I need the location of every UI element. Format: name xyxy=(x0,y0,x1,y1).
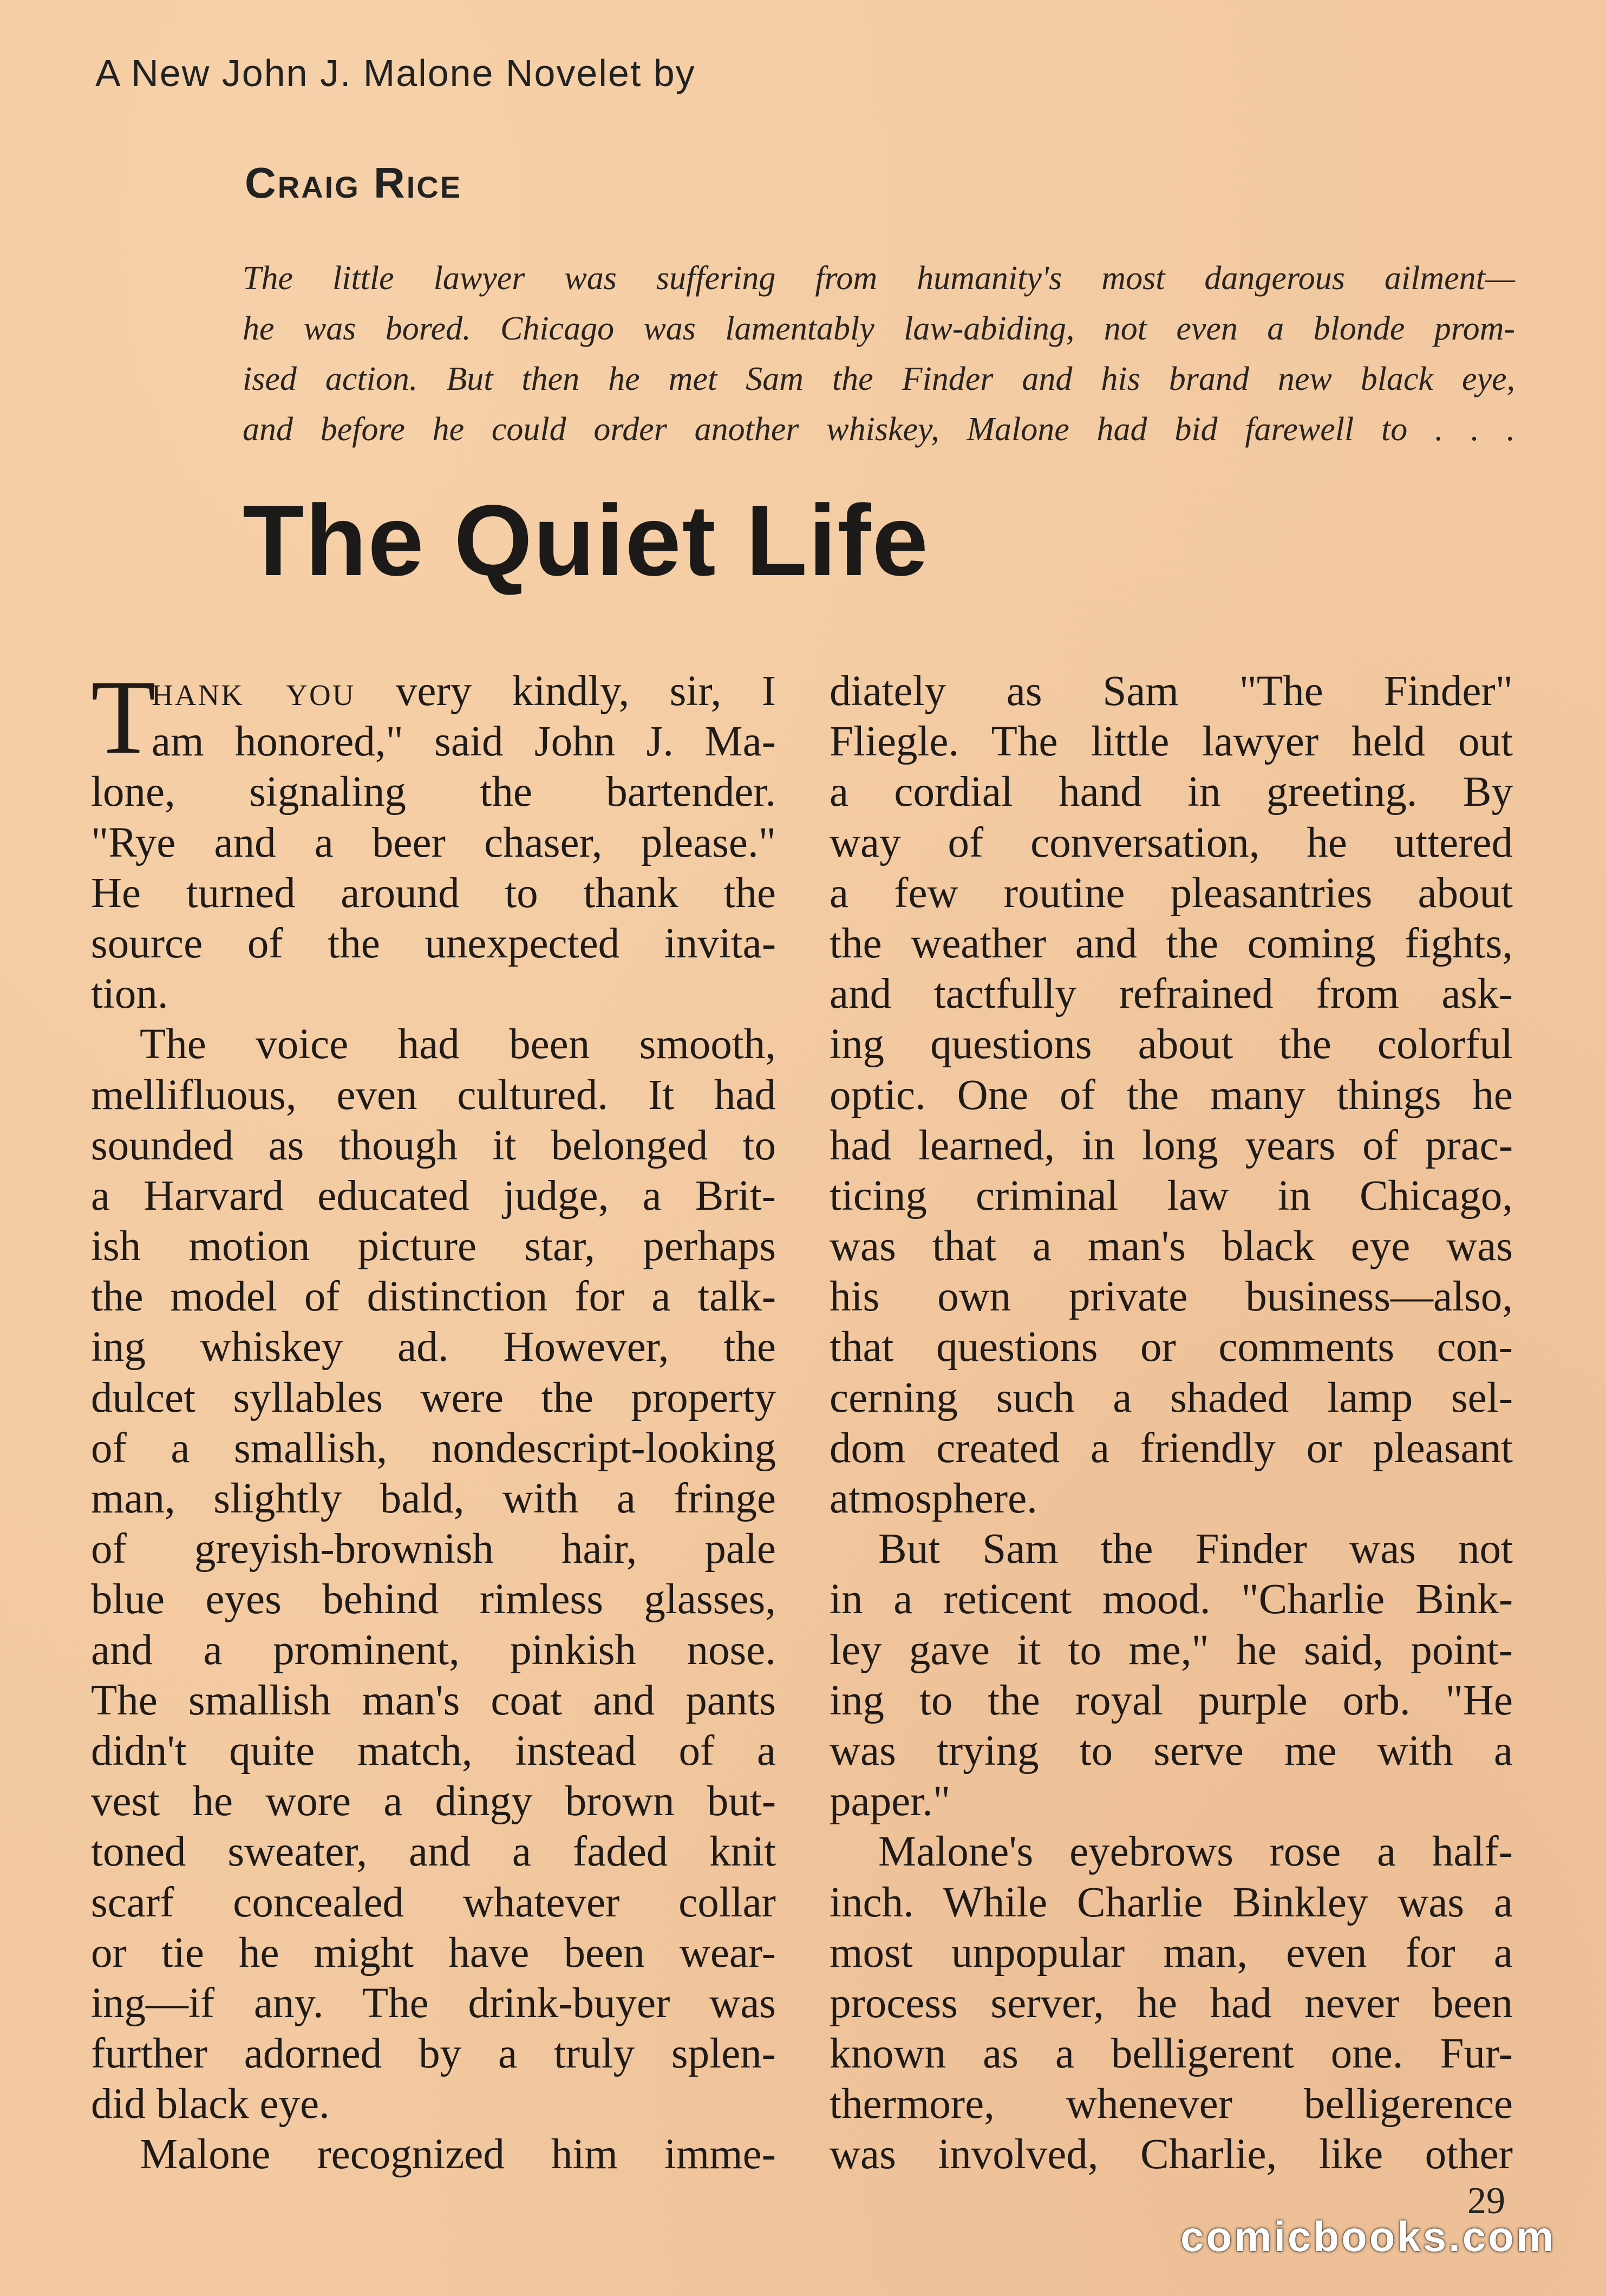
text-line: ing to the royal purple orb. "He xyxy=(830,1677,1513,1724)
text-line: was trying to serve me with a xyxy=(830,1727,1513,1775)
text-line: The smallish man's coat and pants xyxy=(91,1677,776,1724)
text-line: ley gave it to me," he said, point- xyxy=(830,1626,1513,1674)
text-line: optic. One of the many things he xyxy=(830,1071,1513,1119)
text-line: of a smallish, nondescript-looking xyxy=(91,1424,776,1472)
blurb-line: and before he could order another whiskey, Malone had bid farewell to . . . xyxy=(243,411,1515,448)
text-line: tion. xyxy=(91,970,168,1018)
text-line: process server, he had never been xyxy=(830,1979,1513,2027)
text-line: ing—if any. The drink-buyer was xyxy=(91,1979,776,2027)
text-line: a few routine pleasantries about xyxy=(830,869,1513,917)
text-line: ing questions about the colorful xyxy=(830,1021,1513,1068)
text-line: the weather and the coming fights, xyxy=(830,919,1513,967)
text-line: diately as Sam "The Finder" xyxy=(830,668,1513,715)
text-line: toned sweater, and a faded knit xyxy=(91,1828,776,1876)
text-line: ticing criminal law in Chicago, xyxy=(830,1172,1513,1219)
right-column xyxy=(830,666,1513,2180)
text-line: that questions or comments con- xyxy=(830,1323,1513,1371)
text-line: am honored," said John J. Ma- xyxy=(152,718,776,766)
watermark-logo: comicbooks.com xyxy=(1180,2213,1556,2260)
text-line: had learned, in long years of prac- xyxy=(830,1121,1513,1169)
text-line: didn't quite match, instead of a xyxy=(91,1727,776,1775)
text-line: scarf concealed whatever collar xyxy=(91,1878,776,1926)
text-line: his own private business—also, xyxy=(830,1273,1513,1321)
text-line: But Sam the Finder was not xyxy=(878,1525,1513,1573)
text-line: was involved, Charlie, like other xyxy=(830,2131,1513,2178)
text-line: of greyish-brownish hair, pale xyxy=(91,1525,776,1573)
text-line: Fliegle. The little lawyer held out xyxy=(830,718,1513,766)
author-name: Craig Rice xyxy=(245,159,462,207)
text-line: known as a belligerent one. Fur- xyxy=(830,2030,1513,2078)
text-line: cerning such a shaded lamp sel- xyxy=(830,1374,1513,1421)
text-line: in a reticent mood. "Charlie Bink- xyxy=(830,1576,1513,1623)
text-line: further adorned by a truly splen- xyxy=(91,2030,776,2078)
drop-cap: T xyxy=(91,658,156,776)
text-line: Malone recognized him imme- xyxy=(140,2131,776,2178)
text-line: way of conversation, he uttered xyxy=(830,819,1513,866)
text-line: sounded as though it belonged to xyxy=(91,1121,776,1169)
text-line: mellifluous, even cultured. It had xyxy=(91,1071,776,1119)
text-line: source of the unexpected invita- xyxy=(91,919,776,967)
story-title: The Quiet Life xyxy=(243,485,930,597)
blurb-line: he was bored. Chicago was lamentably law-abiding, not even a blonde prom- xyxy=(243,310,1515,347)
text-line: or tie he might have been wear- xyxy=(91,1929,776,1977)
text-line: paper." xyxy=(830,1778,951,1825)
text-line: a cordial hand in greeting. By xyxy=(830,768,1513,816)
text-line: Malone's eyebrows rose a half- xyxy=(878,1828,1513,1876)
opening-rest: very kindly, sir, I xyxy=(355,668,776,715)
text-line: and tactfully refrained from ask- xyxy=(830,970,1513,1018)
text-line: dulcet syllables were the property xyxy=(91,1374,776,1421)
text-line: most unpopular man, even for a xyxy=(830,1929,1513,1977)
text-line: dom created a friendly or pleasant xyxy=(830,1424,1513,1472)
blurb-line: The little lawyer was suffering from humanity's most dangerous ailment— xyxy=(243,260,1515,297)
text-line: man, slightly bald, with a fringe xyxy=(91,1475,776,1522)
blurb-line: ised action. But then he met Sam the Finder and his brand new black eye, xyxy=(243,361,1515,397)
text-line: a Harvard educated judge, a Brit- xyxy=(91,1172,776,1219)
text-line: blue eyes behind rimless glasses, xyxy=(91,1576,776,1623)
text-line: lone, signaling the bartender. xyxy=(91,768,776,816)
story-blurb xyxy=(243,253,1515,455)
text-line: and a prominent, pinkish nose. xyxy=(91,1626,776,1674)
left-column-lines xyxy=(91,716,776,2180)
opening-smallcaps: hank you xyxy=(152,668,356,715)
page-number: 29 xyxy=(1467,2180,1505,2222)
left-column xyxy=(91,658,776,2180)
text-line: vest he wore a dingy brown but- xyxy=(91,1778,776,1825)
text-line: "Rye and a beer chaser, please." xyxy=(91,819,776,866)
text-line: thermore, whenever belligerence xyxy=(830,2080,1513,2128)
text-line: atmosphere. xyxy=(830,1475,1037,1522)
text-line: He turned around to thank the xyxy=(91,869,776,917)
text-line: ing whiskey ad. However, the xyxy=(91,1323,776,1371)
text-line: did black eye. xyxy=(91,2080,330,2128)
text-line: The voice had been smooth, xyxy=(140,1021,776,1068)
text-line: was that a man's black eye was xyxy=(830,1223,1513,1270)
text-line: the model of distinction for a talk- xyxy=(91,1273,776,1321)
kicker-line: A New John J. Malone Novelet by xyxy=(95,52,696,94)
right-column-lines xyxy=(830,666,1513,2180)
text-line: ish motion picture star, perhaps xyxy=(91,1223,776,1270)
text-line: inch. While Charlie Binkley was a xyxy=(830,1878,1513,1926)
